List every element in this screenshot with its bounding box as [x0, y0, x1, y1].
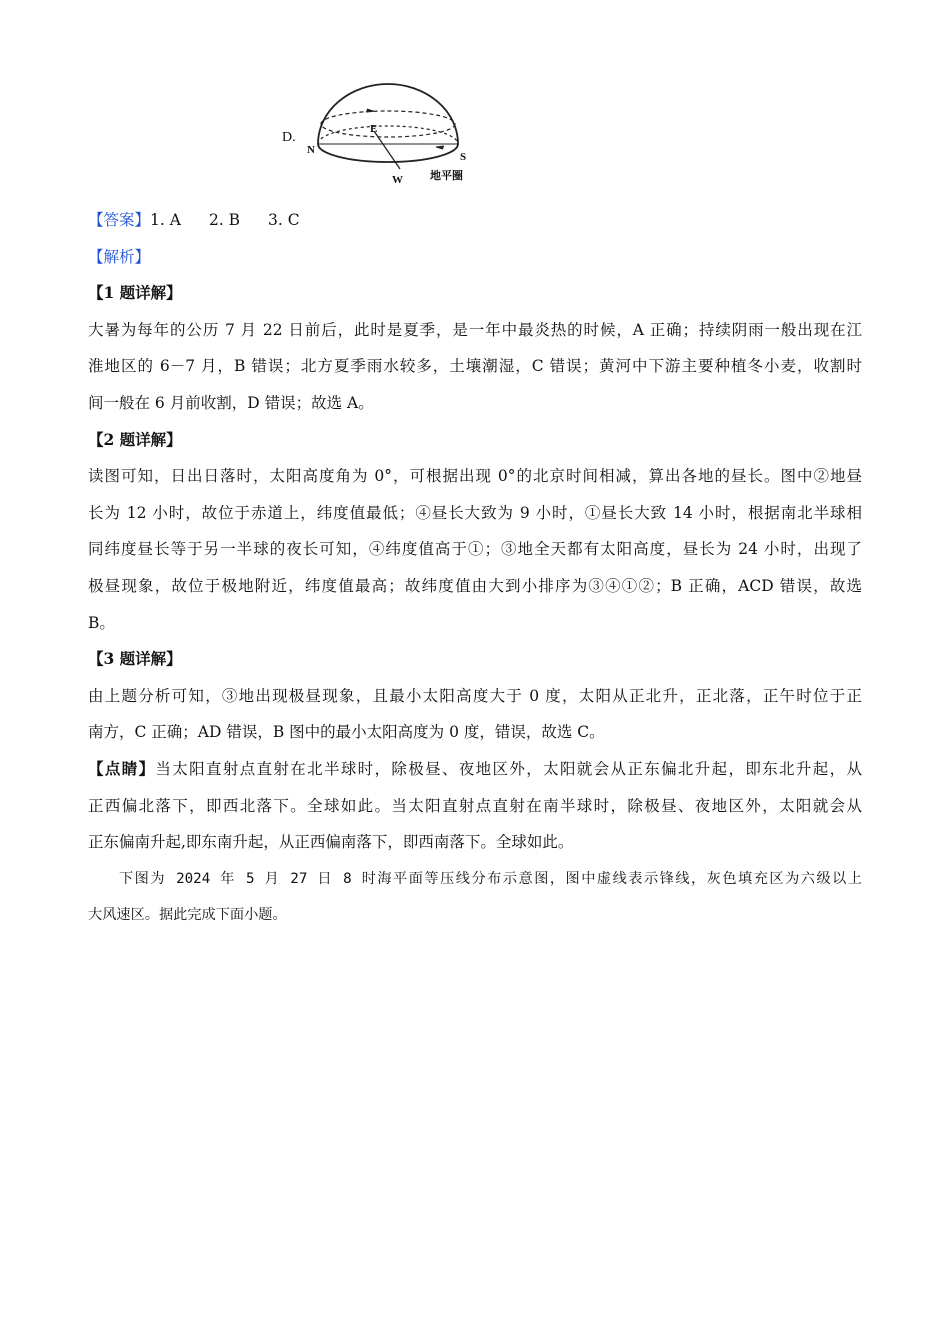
q1-heading: 【1 题详解】 [88, 283, 182, 303]
tip-line-1 [88, 751, 862, 788]
sun-path-circle [321, 111, 455, 137]
sun-path-arrow-bottom [436, 146, 444, 149]
answer-item-2: 2. B [208, 211, 241, 229]
q1-line-1: 大暑为每年的公历 7 月 22 日前后，此时是夏季，是一年中最炎热的时候，A 正确；持续阴雨一般出现在江 [88, 320, 862, 339]
q3-line-1: 由上题分析可知，③地出现极昼现象，且最小太阳高度大于 0 度，太阳从正北升，正北落，正午时位于正 [88, 686, 862, 705]
answer-label: 【答案】 [88, 211, 151, 229]
east-label: E [370, 123, 378, 135]
q3-heading: 【3 题详解】 [88, 649, 182, 669]
sun-path-diagram-d [278, 74, 478, 192]
answer-item-1: 1. A [150, 211, 181, 229]
horizon-back [318, 126, 458, 144]
q2-line-1: 读图可知，日出日落时，太阳高度角为 0°，可根据出现 0°的北京时间相减，算出各地的昼长。图中②地昼 [88, 467, 862, 486]
tip-line-2: 正西偏北落下，即西北落下。全球如此。当太阳直射点直射在南半球时，除极昼、夜地区外，太阳就会从 [88, 796, 862, 815]
south-label: S [460, 151, 467, 163]
q1-line-3: 间一般在 6 月前收割，D 错误；故选 A。 [88, 393, 374, 412]
hemisphere-diagram [278, 74, 478, 192]
tip-label: 【点睛】 [88, 758, 156, 778]
celestial-dome [318, 84, 458, 144]
option-label: D. [282, 130, 296, 145]
intro-line-2: 大风速区。据此完成下面小题。 [88, 907, 287, 924]
q2-line-3: 同纬度昼长等于另一半球的夜长可知，④纬度值高于①；③地全天都有太阳高度，昼长为 24 小时，出现了 [88, 540, 862, 559]
west-label: W [392, 174, 403, 186]
solution-content [88, 202, 862, 934]
answer-line [88, 202, 862, 239]
intro-line-1: 下图为 2024 年 5 月 27 日 8 时海平面等压线分布示意图，图中虚线表示锋线，灰色填充区为六级以上 [119, 870, 862, 887]
q3-line-2: 南方，C 正确；AD 错误，B 图中的最小太阳高度为 0 度，错误，故选 C。 [88, 723, 605, 742]
tip-line-3: 正东偏南升起,即东南升起，从正西偏南落下，即西南落下。全球如此。 [88, 833, 574, 852]
answer-item-3: 3. C [268, 211, 300, 229]
q2-line-2: 长为 12 小时，故位于赤道上，纬度值最低；④昼长大致为 9 小时，①昼长大致 14 小时，根据南北半球相 [88, 503, 862, 522]
sun-path-arrow-top [366, 109, 374, 112]
horizon-label: 地平圈 [430, 170, 463, 182]
q2-line-5: B。 [88, 613, 115, 632]
tip-text-1: 当太阳直射点直射在北半球时，除极昼、夜地区外，太阳就会从正东偏北升起，即东北升起，从 [155, 759, 862, 778]
analysis-label: 【解析】 [88, 247, 151, 266]
q2-heading: 【2 题详解】 [88, 429, 182, 449]
q2-line-4: 极昼现象，故位于极地附近，纬度值最高；故纬度值由大到小排序为③④①②；B 正确，ACD 错误，故选 [88, 576, 862, 595]
north-label: N [307, 144, 315, 156]
q1-line-2: 淮地区的 6－7 月，B 错误；北方夏季雨水较多，土壤潮湿，C 错误；黄河中下游主要种植冬小麦，收割时 [88, 357, 862, 376]
